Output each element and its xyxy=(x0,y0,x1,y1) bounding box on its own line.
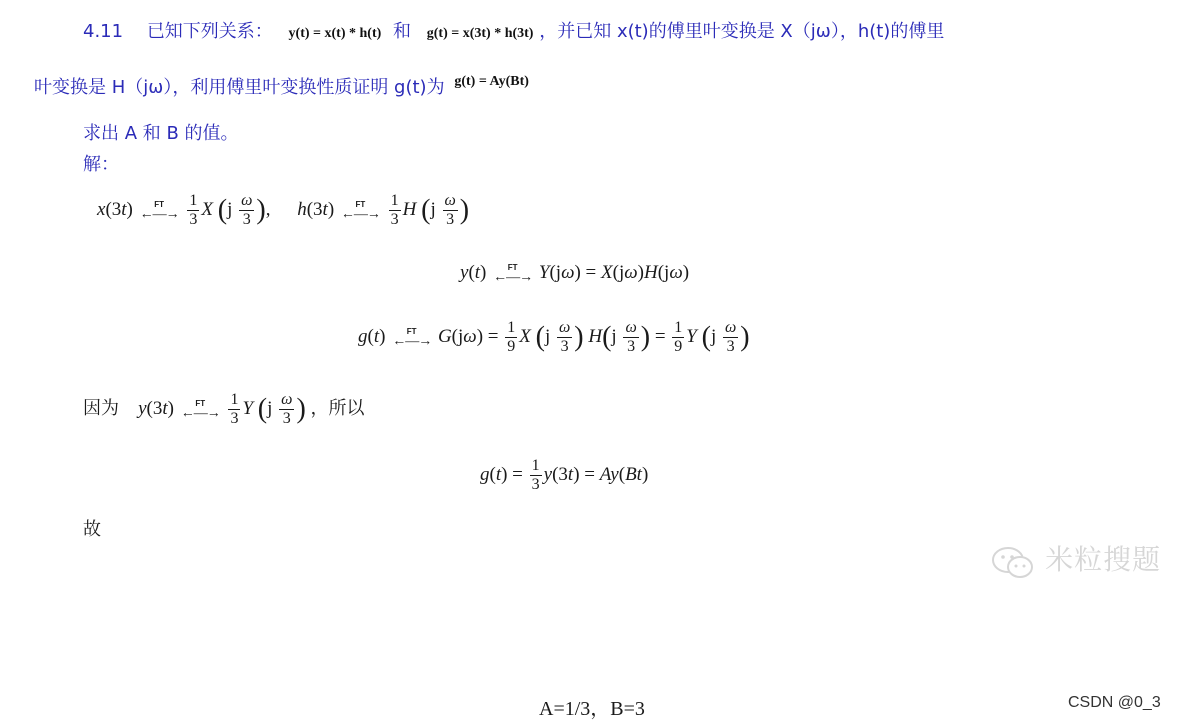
formula-g-transform: g(t) FT ←—→ G(jω) = $\frac{1}{9}$ X (j $\frac{\omega}{3}$ ) H(j $\frac{\omega}{3}$ ) = $\frac{1}{9}$ Y (j $\frac{\omega}{3}$ ) xyxy=(358,319,750,355)
problem-line-3: 求出 A 和 B 的值。 xyxy=(83,123,239,144)
watermark xyxy=(990,538,1161,585)
formula-result: g(t) = $\frac{1}{3}$ y(3t) = Ay(Bt) xyxy=(480,457,649,493)
problem-text: 已知下列关系： xyxy=(146,21,273,42)
ft-arrow: FT ←—→ xyxy=(139,199,179,222)
because-text: 因为 xyxy=(83,397,119,419)
answer: A=1/3，B=3 xyxy=(539,698,645,720)
formula-convolution: y(t) FT ←—→ Y(jω) = X(jω)H(jω) xyxy=(460,262,690,285)
problem-text: 叶变换是 H（jω），利用傅里叶变换性质证明 g(t)为 xyxy=(34,77,445,98)
credit-label: CSDN @0_3 xyxy=(1068,694,1161,711)
so-text: ，所以 xyxy=(310,397,365,419)
problem-text: ，并已知 x(t)的傅里叶变换是 X（jω），h(t)的傅里 xyxy=(539,21,945,42)
problem-number: 4.11 xyxy=(83,21,124,42)
watermark-text: 米粒搜题 xyxy=(1045,543,1162,576)
given-equation-g: g(t) = x(3t) * h(3t) xyxy=(426,26,534,41)
wechat-icon xyxy=(990,545,1036,585)
problem-line-2 xyxy=(34,73,529,99)
hence-text: 故 xyxy=(83,519,101,540)
target-equation: g(t) = Ay(Bt) xyxy=(454,74,529,89)
solution-label: 解： xyxy=(83,154,119,175)
given-equation-y: y(t) = x(t) * h(t) xyxy=(288,26,382,41)
ft-arrow: FT ←—→ xyxy=(340,199,380,222)
formula-scaling: x(3t) FT ←—→ $\frac{1}{3}$ X (j $\frac{\omega}{3}$ ), h(3t) FT ←—→ $\frac{1}{3}$ H (j $\frac{\omega}{3}$ ) xyxy=(97,192,470,228)
ft-arrow: FT ←—→ xyxy=(392,326,432,349)
because-line: 因为 y(3t) FT ←—→ $\frac{1}{3}$ Y (j $\frac{\omega}{3}$ ) ，所以 xyxy=(83,391,365,427)
ft-arrow: FT ←—→ xyxy=(493,262,533,285)
connector-text: 和 xyxy=(393,21,412,42)
problem-line-1 xyxy=(83,17,944,43)
ft-arrow: FT ←—→ xyxy=(180,398,220,421)
